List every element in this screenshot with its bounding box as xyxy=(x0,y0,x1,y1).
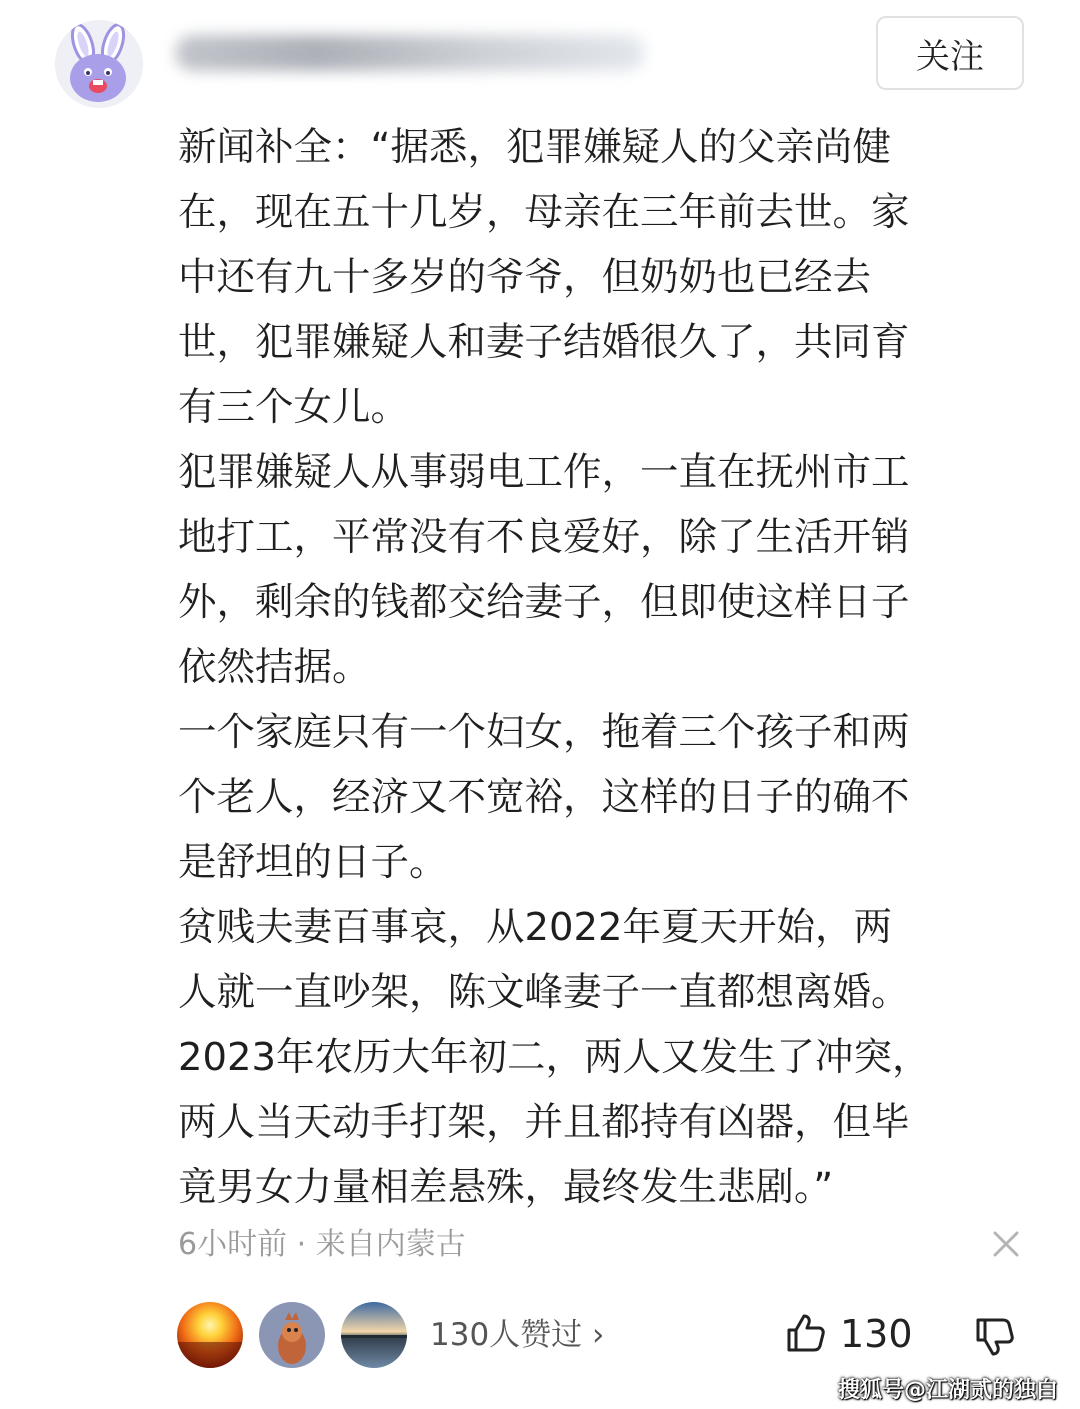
comment-line: 个老人，经济又不宽裕，这样的日子的确不 xyxy=(178,775,910,820)
comment-line: 两人当天动手打架，并且都持有凶器，但毕 xyxy=(178,1100,910,1145)
comment-line: 新闻补全：“据悉，犯罪嫌疑人的父亲尚健 xyxy=(178,125,891,170)
follow-button[interactable]: 关注 xyxy=(876,16,1024,90)
comment-line: 竟男女力量相差悬殊，最终发生悲剧。” xyxy=(178,1165,834,1210)
comment-line: 在，现在五十几岁，母亲在三年前去世。家 xyxy=(178,190,910,235)
comment-meta: 6小时前 · 来自内蒙古 xyxy=(178,1227,466,1262)
liked-count-link[interactable]: 130人赞过 › xyxy=(430,1317,605,1353)
comment-line: 2023年农历大年初二，两人又发生了冲突， xyxy=(178,1035,931,1080)
source-watermark: 搜狐号@江湖贰的独白 xyxy=(838,1378,1059,1403)
comment-line: 有三个女儿。 xyxy=(178,385,410,430)
liker-avatar-lake xyxy=(341,1302,407,1368)
comment-body xyxy=(178,115,1018,1220)
thumb-down-icon[interactable] xyxy=(972,1314,1018,1358)
like-count: 130 xyxy=(840,1312,913,1356)
comment-line: 外，剩余的钱都交给妻子，但即使这样日子 xyxy=(178,580,910,625)
username-blurred xyxy=(175,35,645,71)
liker-avatar-sunset xyxy=(177,1302,243,1368)
comment-line: 世，犯罪嫌疑人和妻子结婚很久了，共同育 xyxy=(178,320,910,365)
close-icon[interactable] xyxy=(990,1228,1022,1260)
thumb-up-icon[interactable] xyxy=(785,1312,827,1354)
comment-line: 人就一直吵架，陈文峰妻子一直都想离婚。 xyxy=(178,970,910,1015)
comment-header xyxy=(0,0,1080,110)
comment-line: 是舒坦的日子。 xyxy=(178,840,448,885)
rabbit-avatar-icon xyxy=(55,20,143,108)
comment-line: 依然拮据。 xyxy=(178,645,371,690)
comment-line: 地打工，平常没有不良爱好，除了生活开销 xyxy=(178,515,910,560)
user-avatar[interactable] xyxy=(55,20,143,108)
comment-line: 中还有九十多岁的爷爷，但奶奶也已经去 xyxy=(178,255,872,300)
comment-line: 贫贱夫妻百事哀，从2022年夏天开始，两 xyxy=(178,905,892,950)
comment-line: 犯罪嫌疑人从事弱电工作，一直在抚州市工 xyxy=(178,450,910,495)
comment-line: 一个家庭只有一个妇女，拖着三个孩子和两 xyxy=(178,710,910,755)
liker-avatar-cartoon xyxy=(259,1302,325,1368)
